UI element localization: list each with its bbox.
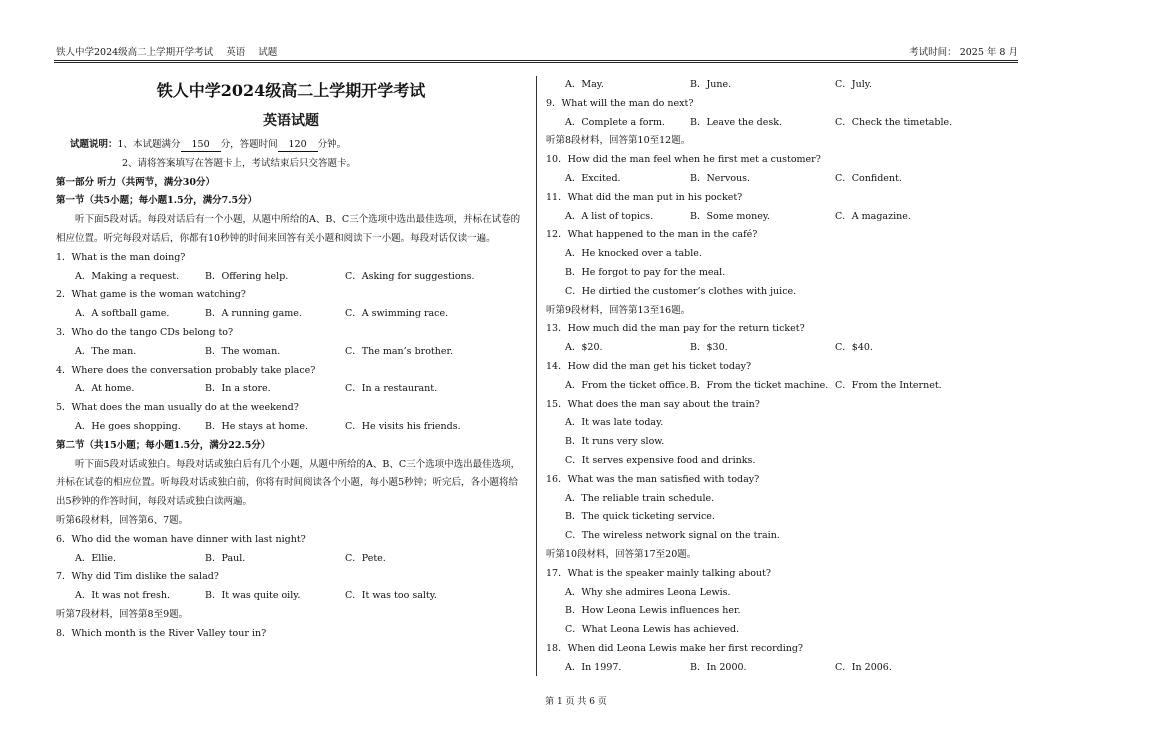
options-13	[546, 339, 1016, 358]
question-11: 11．What did the man put in his pocket?	[546, 191, 743, 203]
option-b: B．The woman.	[205, 345, 281, 357]
option-a: A．May.	[565, 79, 604, 90]
option-c: C．In 2006.	[835, 661, 892, 673]
option-c: C．The man’s brother.	[345, 345, 453, 357]
option-15a: A．It was late today.	[565, 417, 664, 429]
page-footer: 第 1 页 共 6 页	[545, 697, 607, 707]
option-c: C．Pete.	[345, 552, 386, 564]
option-b: B．$30.	[690, 342, 728, 354]
section1-heading: 第一节（共5小题；每小题1.5分，满分7.5分）	[56, 195, 258, 207]
options-3	[56, 343, 526, 362]
material-10-note: 听第10段材料，回答第17至20题。	[546, 548, 697, 560]
question-5: 5．What does the man usually do at the weekend?	[56, 402, 299, 414]
option-a: A．Excited.	[565, 172, 621, 184]
option-16a: A．The reliable train schedule.	[565, 492, 715, 504]
option-c: C．Asking for suggestions.	[345, 270, 475, 282]
question-9: 9．What will the man do next?	[546, 97, 694, 109]
question-4: 4．Where does the conversation probably take place?	[56, 364, 316, 376]
option-16c: C．The wireless network signal on the train.	[565, 530, 780, 542]
options-10	[546, 170, 1016, 189]
option-c: C．A magazine.	[835, 210, 911, 222]
question-8: 8．Which month is the River Valley tour in?	[56, 627, 267, 639]
options-9	[546, 114, 1016, 133]
question-10: 10．How did the man feel when he first met a customer?	[546, 154, 821, 166]
question-6: 6．Who did the woman have dinner with last night?	[56, 533, 306, 545]
question-15: 15．What does the man say about the train?	[546, 398, 760, 410]
instructions-label: 试题说明：	[70, 139, 118, 150]
option-c: C．It was too salty.	[345, 590, 437, 602]
header-date-value: 2025 年 8 月	[959, 47, 1018, 58]
full-score: 150	[181, 139, 221, 152]
header-left	[56, 44, 287, 58]
option-12c: C．He dirtied the customer’s clothes with juice.	[565, 285, 797, 297]
options-6	[56, 550, 526, 569]
option-c: C．He visits his friends.	[345, 420, 461, 432]
material-8-note: 听第8段材料，回答第10至12题。	[546, 135, 691, 147]
option-b: B．It was quite oily.	[205, 590, 301, 602]
header-right	[909, 44, 1018, 58]
option-c: C．In a restaurant.	[345, 383, 438, 395]
left-column	[56, 72, 526, 644]
option-b: B．Some money.	[690, 210, 770, 222]
header-school-exam: 铁人中学2024级高二上学期开学考试	[56, 47, 214, 58]
option-a: A．A softball game.	[75, 308, 170, 320]
option-a: A．From the ticket office.	[565, 379, 689, 391]
option-c: C．Confident.	[835, 172, 902, 184]
header-date-label: 考试时间：	[909, 47, 957, 58]
header-rule-top	[54, 60, 1018, 61]
options-2	[56, 305, 526, 324]
option-a: A．$20.	[565, 342, 603, 354]
options-8	[546, 76, 1016, 95]
option-a: A．Ellie.	[75, 552, 117, 564]
header-subject: 英语	[226, 47, 246, 58]
material-7-note: 听第7段材料，回答第8至9题。	[56, 608, 189, 620]
options-11	[546, 208, 1016, 227]
option-c: C．Check the timetable.	[835, 116, 953, 128]
option-c: C．$40.	[835, 342, 873, 354]
options-18	[546, 659, 1016, 678]
instructions-text-b: 分，答题时间	[220, 139, 278, 150]
part1-heading: 第一部分 听力（共两节，满分30分）	[56, 176, 216, 188]
option-12b: B．He forgot to pay for the meal.	[565, 266, 726, 278]
option-a: A．It was not fresh.	[75, 590, 171, 602]
question-16: 16．What was the man satisfied with today?	[546, 473, 760, 485]
option-17a: A．Why she admires Leona Lewis.	[565, 586, 731, 598]
option-c: C．A swimming race.	[345, 308, 449, 320]
option-15c: C．It serves expensive food and drinks.	[565, 454, 756, 466]
option-12a: A．He knocked over a table.	[565, 248, 702, 260]
section2-heading: 第二节（共15小题；每小题1.5分，满分22.5分）	[56, 439, 271, 451]
option-a: A．Making a request.	[75, 270, 180, 282]
material-9-note: 听第9段材料，回答第13至16题。	[546, 304, 691, 316]
instructions-text-a: 1、本试题满分	[117, 139, 181, 150]
options-4	[56, 380, 526, 399]
option-a: A．At home.	[75, 383, 135, 395]
section2-intro: 听下面5段对话或独白。每段对话或独白后有几个小题，从题中所给的A、B、C三个选项中选出最佳选项，并标在试卷的相应位置。听每段对话或独白前，你将有时间阅读各个小题，每小题5秒钟；听完后，各小题将给出5秒钟的作答时间，每段对话或独白读两遍。	[56, 458, 521, 508]
options-7	[56, 587, 526, 606]
option-c: C．July.	[835, 79, 872, 90]
options-1	[56, 268, 526, 287]
option-17b: B．How Leona Lewis influences her.	[565, 605, 741, 617]
option-15b: B．It runs very slow.	[565, 436, 665, 448]
material-6-note: 听第6段材料，回答第6、7题。	[56, 514, 189, 526]
question-12: 12．What happened to the man in the café?	[546, 229, 758, 241]
question-13: 13．How much did the man pay for the return ticket?	[546, 323, 805, 335]
question-17: 17．What is the speaker mainly talking about?	[546, 567, 771, 579]
section1-intro: 听下面5段对话。每段对话后有一个小题，从题中所给的A、B、C三个选项中选出最佳选项，并标在试卷的相应位置。听完每段对话后，你都有10秒钟的时间来回答有关小题和阅读下一小题。每段对话仅读一遍。	[56, 214, 521, 244]
exam-subtitle: 英语试题	[263, 113, 319, 129]
option-b: B．June.	[690, 79, 732, 90]
option-b: B．He stays at home.	[205, 420, 309, 432]
exam-title: 铁人中学2024级高二上学期开学考试	[156, 81, 426, 100]
options-14	[546, 377, 1016, 396]
option-17c: C．What Leona Lewis has achieved.	[565, 624, 740, 636]
option-a: A．A list of topics.	[565, 210, 654, 222]
instructions-text-c: 分钟。	[317, 139, 347, 150]
option-b: B．In 2000.	[690, 661, 747, 673]
question-18: 18．When did Leona Lewis make her first recording?	[546, 642, 804, 654]
option-a: A．In 1997.	[565, 661, 622, 673]
option-b: B．Paul.	[205, 552, 246, 564]
page-header	[56, 44, 1018, 58]
instructions-line-2: 2、请将答案填写在答题卡上，考试结束后只交答题卡。	[122, 157, 357, 169]
header-rule-bottom	[54, 62, 1018, 63]
option-a: A．He goes shopping.	[75, 420, 181, 432]
option-c: C．From the Internet.	[835, 379, 942, 391]
instructions-line-1	[56, 136, 526, 155]
option-a: A．The man.	[75, 345, 137, 357]
options-5	[56, 418, 526, 437]
option-b: B．In a store.	[205, 383, 271, 395]
option-16b: B．The quick ticketing service.	[565, 511, 715, 523]
option-b: B．From the ticket machine.	[690, 379, 829, 391]
column-divider	[536, 76, 537, 676]
option-b: B．Leave the desk.	[690, 116, 783, 128]
question-3: 3．Who do the tango CDs belong to?	[56, 326, 234, 338]
answer-time: 120	[278, 139, 318, 152]
option-b: B．Nervous.	[690, 172, 751, 184]
question-14: 14．How did the man get his ticket today?	[546, 360, 752, 372]
right-column	[546, 76, 1016, 678]
question-1: 1．What is the man doing?	[56, 251, 186, 263]
header-paper: 试题	[258, 47, 278, 58]
question-7: 7．Why did Tim dislike the salad?	[56, 571, 219, 583]
option-b: B．A running game.	[205, 308, 302, 320]
question-2: 2．What game is the woman watching?	[56, 289, 246, 301]
option-b: B．Offering help.	[205, 270, 289, 282]
option-a: A．Complete a form.	[565, 116, 666, 128]
